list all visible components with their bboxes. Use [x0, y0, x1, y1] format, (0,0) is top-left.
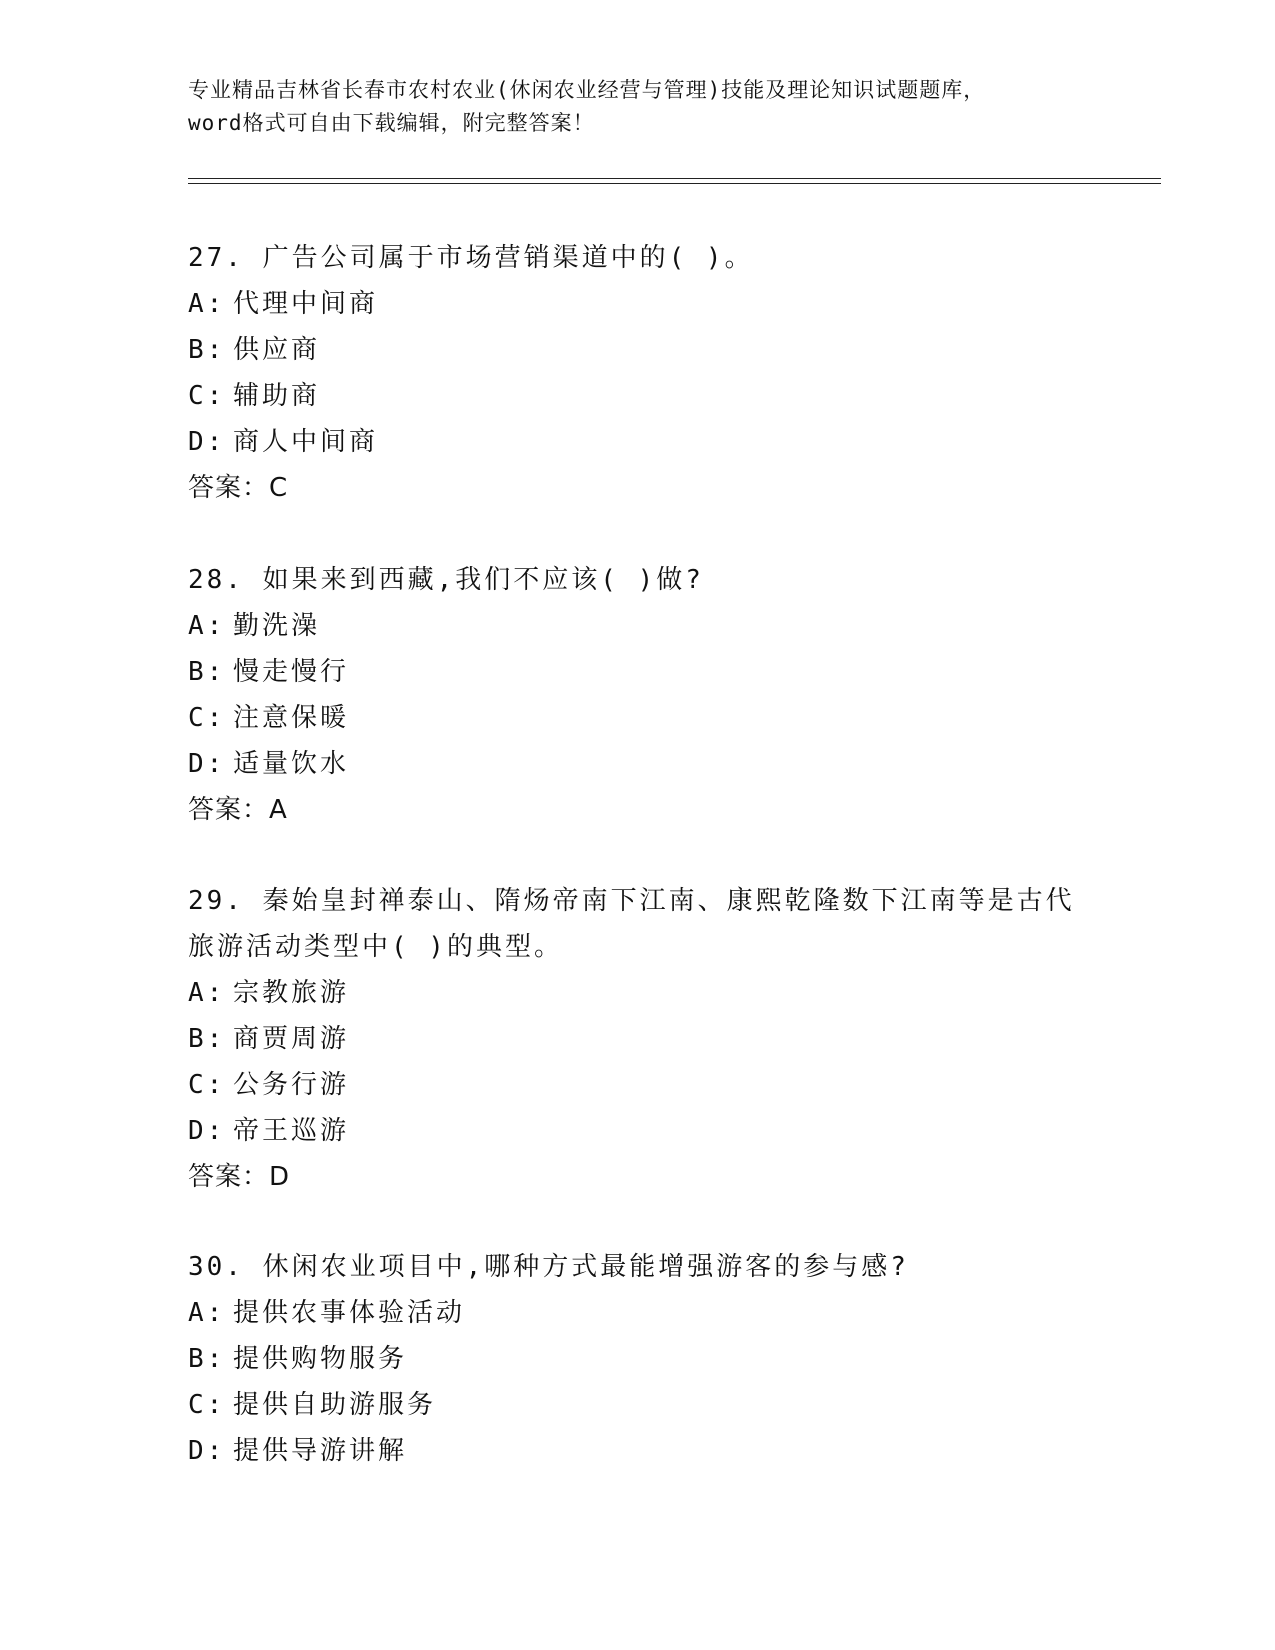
header-line-1: 专业精品吉林省长春市农村农业(休闲农业经营与管理)技能及理论知识试题题库，: [188, 78, 986, 102]
header-line-2: word格式可自由下载编辑，附完整答案！: [188, 111, 595, 135]
header-divider-bottom: [188, 183, 1161, 184]
option-d: [188, 419, 1088, 465]
option-d: [188, 1108, 1088, 1154]
option-key: C:: [188, 1070, 226, 1100]
option-text: 商贾周游: [233, 1024, 350, 1054]
option-text: 商人中间商: [233, 427, 379, 457]
question-stem: 27. 广告公司属于市场营销渠道中的( )。: [188, 243, 754, 273]
answer-line: 答案：A: [188, 795, 288, 825]
option-d: [188, 1428, 1088, 1474]
header-divider-top: [188, 178, 1161, 179]
option-a: [188, 1290, 1088, 1336]
option-d: [188, 741, 1088, 787]
option-text: 提供导游讲解: [233, 1436, 408, 1466]
option-key: A:: [188, 978, 226, 1008]
question-stem-line-2: 旅游活动类型中( )的典型。: [188, 932, 563, 962]
option-key: B:: [188, 335, 226, 365]
option-a: [188, 281, 1088, 327]
option-c: [188, 695, 1088, 741]
option-key: D:: [188, 1436, 226, 1466]
question-27: [188, 235, 1088, 511]
option-b: [188, 649, 1088, 695]
option-text: 适量饮水: [233, 749, 350, 779]
option-text: 供应商: [233, 335, 321, 365]
option-text: 公务行游: [233, 1070, 350, 1100]
question-29: [188, 878, 1088, 1200]
option-text: 提供农事体验活动: [233, 1298, 466, 1328]
option-key: D:: [188, 427, 226, 457]
option-key: B:: [188, 1344, 226, 1374]
option-key: A:: [188, 611, 226, 641]
option-c: [188, 373, 1088, 419]
option-key: A:: [188, 289, 226, 319]
question-30: [188, 1244, 1088, 1474]
answer-line: 答案：D: [188, 1162, 291, 1192]
answer-line: 答案：C: [188, 473, 289, 503]
option-text: 注意保暖: [233, 703, 350, 733]
option-text: 辅助商: [233, 381, 321, 411]
question-28: [188, 557, 1088, 833]
option-key: A:: [188, 1298, 226, 1328]
option-text: 勤洗澡: [233, 611, 321, 641]
option-key: D:: [188, 1116, 226, 1146]
option-b: [188, 1016, 1088, 1062]
question-stem-line-1: 29. 秦始皇封禅泰山、隋炀帝南下江南、康熙乾隆数下江南等是古代: [188, 886, 1075, 916]
option-key: B:: [188, 1024, 226, 1054]
question-stem: 28. 如果来到西藏,我们不应该( )做?: [188, 565, 704, 595]
option-text: 宗教旅游: [233, 978, 350, 1008]
option-key: C:: [188, 381, 226, 411]
option-key: D:: [188, 749, 226, 779]
option-key: B:: [188, 657, 226, 687]
option-key: C:: [188, 1390, 226, 1420]
document-header: [188, 74, 1088, 140]
option-b: [188, 327, 1088, 373]
option-b: [188, 1336, 1088, 1382]
option-a: [188, 970, 1088, 1016]
option-c: [188, 1382, 1088, 1428]
option-text: 帝王巡游: [233, 1116, 350, 1146]
option-text: 提供购物服务: [233, 1344, 408, 1374]
question-stem: 30. 休闲农业项目中,哪种方式最能增强游客的参与感?: [188, 1252, 909, 1282]
option-key: C:: [188, 703, 226, 733]
option-c: [188, 1062, 1088, 1108]
option-a: [188, 603, 1088, 649]
option-text: 慢走慢行: [233, 657, 350, 687]
option-text: 代理中间商: [233, 289, 379, 319]
option-text: 提供自助游服务: [233, 1390, 437, 1420]
